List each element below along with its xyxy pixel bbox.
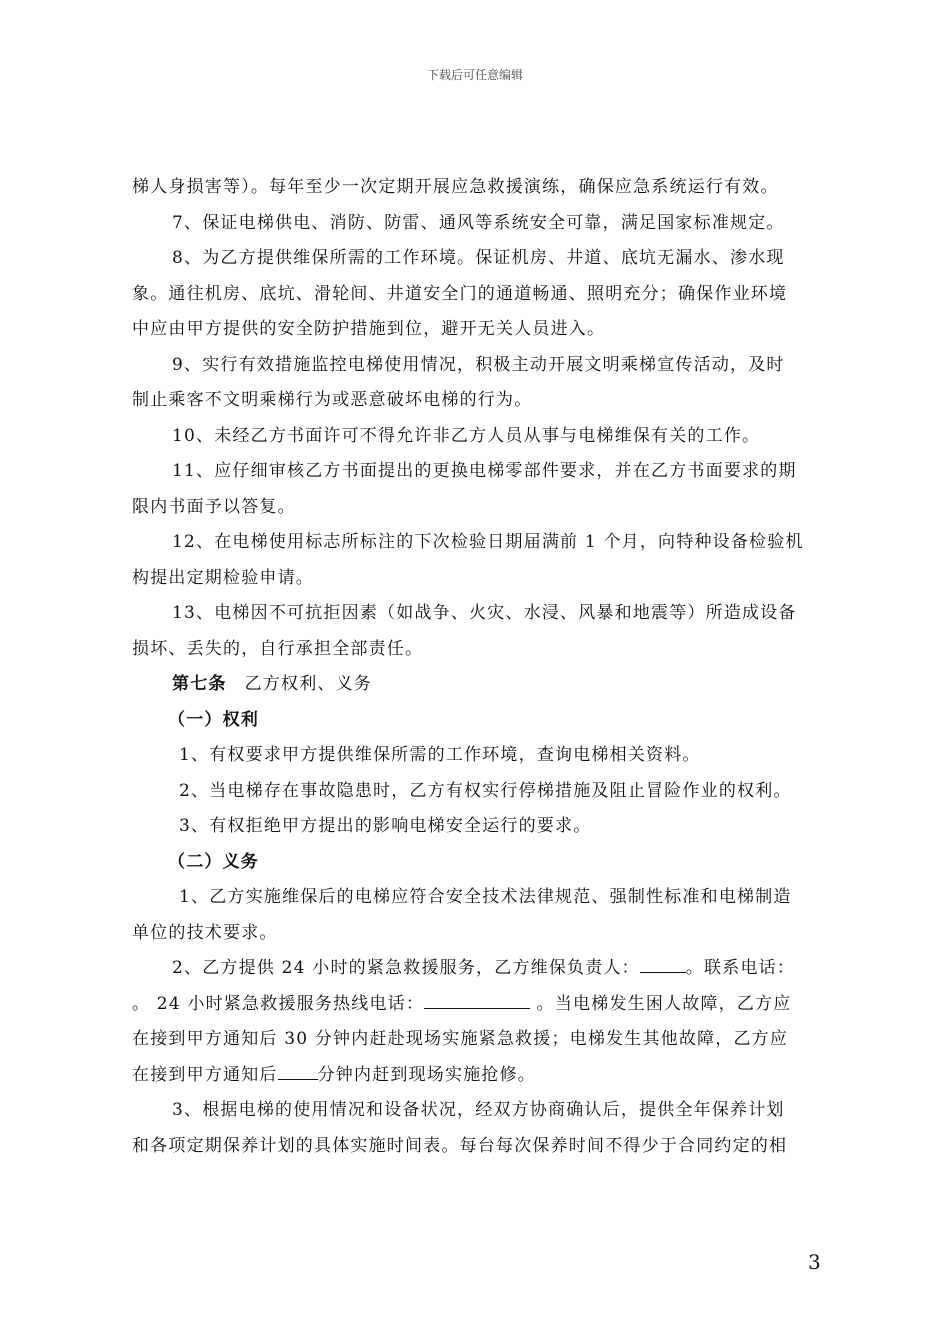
paragraph-line bbox=[132, 987, 826, 1023]
duty-2 bbox=[132, 951, 826, 987]
document-body bbox=[132, 170, 826, 1164]
hotline-text-cont: 。当电梯发生困人故障，乙方应 bbox=[530, 993, 792, 1014]
duty-2-text: 2、乙方提供 24 小时的紧急救援服务，乙方维保负责人： bbox=[172, 958, 640, 978]
paragraph-line: 制止乘客不文明乘梯行为或恶意破坏电梯的行为。 bbox=[132, 390, 533, 410]
paragraph-line: 和各项定期保养计划的具体实施时间表。每台每次保养时间不得少于合同约定的相 bbox=[132, 1135, 788, 1156]
page-header-note: 下载后可任意编辑 bbox=[426, 68, 523, 82]
article-heading bbox=[132, 667, 826, 703]
duty-2-text-cont: 。联系电话： bbox=[685, 958, 796, 978]
clause-11: 11、应仔细审核乙方书面提出的更换电梯零部件要求，并在乙方书面要求的期 bbox=[172, 461, 797, 481]
repair-time-cont: 分钟内赶到现场实施抢修。 bbox=[317, 1064, 537, 1085]
article-title: 乙方权利、义务 bbox=[244, 674, 373, 694]
clause-8: 8、为乙方提供维保所需的工作环境。保证机房、井道、底坑无漏水、渗水现 bbox=[172, 248, 785, 268]
paragraph-line: 损坏、丢失的，自行承担全部责任。 bbox=[132, 638, 424, 659]
paragraph-line: 单位的技术要求。 bbox=[132, 922, 278, 943]
paragraph-line: 构提出定期检验申请。 bbox=[132, 567, 314, 588]
page-number: 3 bbox=[808, 1250, 821, 1274]
right-2: 2、当电梯存在事故隐患时，乙方有权实行停梯措施及阻止冒险作业的权利。 bbox=[179, 780, 792, 801]
repair-minutes-blank bbox=[278, 1061, 318, 1080]
hotline-label: 。 24 小时紧急救援服务热线电话： bbox=[132, 993, 425, 1014]
clause-13: 13、电梯因不可抗拒因素（如战争、火灾、水浸、风暴和地震等）所造成设备 bbox=[172, 603, 797, 623]
right-3: 3、有权拒绝甲方提出的影响电梯安全运行的要求。 bbox=[179, 816, 592, 836]
clause-9: 9、实行有效措施监控电梯使用情况，积极主动开展文明乘梯宣传活动，及时 bbox=[172, 354, 785, 375]
right-1: 1、有权要求甲方提供维保所需的工作环境，查询电梯相关资料。 bbox=[179, 745, 701, 765]
article-number: 第七条 bbox=[172, 674, 227, 694]
paragraph-line: 象。通往机房、底坑、滑轮间、井道安全门的通道畅通、照明充分；确保作业环境 bbox=[132, 283, 788, 304]
section-heading-rights: （一）权利 bbox=[168, 709, 259, 730]
duty-1: 1、乙方实施维保后的电梯应符合安全技术法律规范、强制性标准和电梯制造 bbox=[179, 887, 792, 907]
paragraph-line bbox=[132, 1058, 826, 1094]
clause-12: 12、在电梯使用标志所标注的下次检验日期届满前 1 个月，向特种设备检验机 bbox=[172, 532, 804, 552]
paragraph-line: 在接到甲方通知后 30 分钟内赶赴现场实施紧急救援；电梯发生其他故障，乙方应 bbox=[132, 1029, 789, 1049]
section-heading-duties: （二）义务 bbox=[168, 851, 259, 872]
duty-3: 3、根据电梯的使用情况和设备状况，经双方协商确认后，提供全年保养计划 bbox=[172, 1100, 785, 1120]
clause-10: 10、未经乙方书面许可不得允许非乙方人员从事与电梯维保有关的工作。 bbox=[172, 425, 761, 446]
hotline-blank bbox=[424, 990, 530, 1009]
paragraph-line: 梯人身损害等）。每年至少一次定期开展应急救援演练，确保应急系统运行有效。 bbox=[132, 177, 779, 197]
paragraph-line: 限内书面予以答复。 bbox=[132, 496, 296, 517]
paragraph-line: 中应由甲方提供的安全防护措施到位，避开无关人员进入。 bbox=[132, 319, 606, 339]
responsible-person-blank bbox=[640, 954, 686, 973]
clause-7: 7、保证电梯供电、消防、防雷、通风等系统安全可靠，满足国家标准规定。 bbox=[172, 212, 785, 233]
repair-time-label: 在接到甲方通知后 bbox=[132, 1064, 278, 1085]
